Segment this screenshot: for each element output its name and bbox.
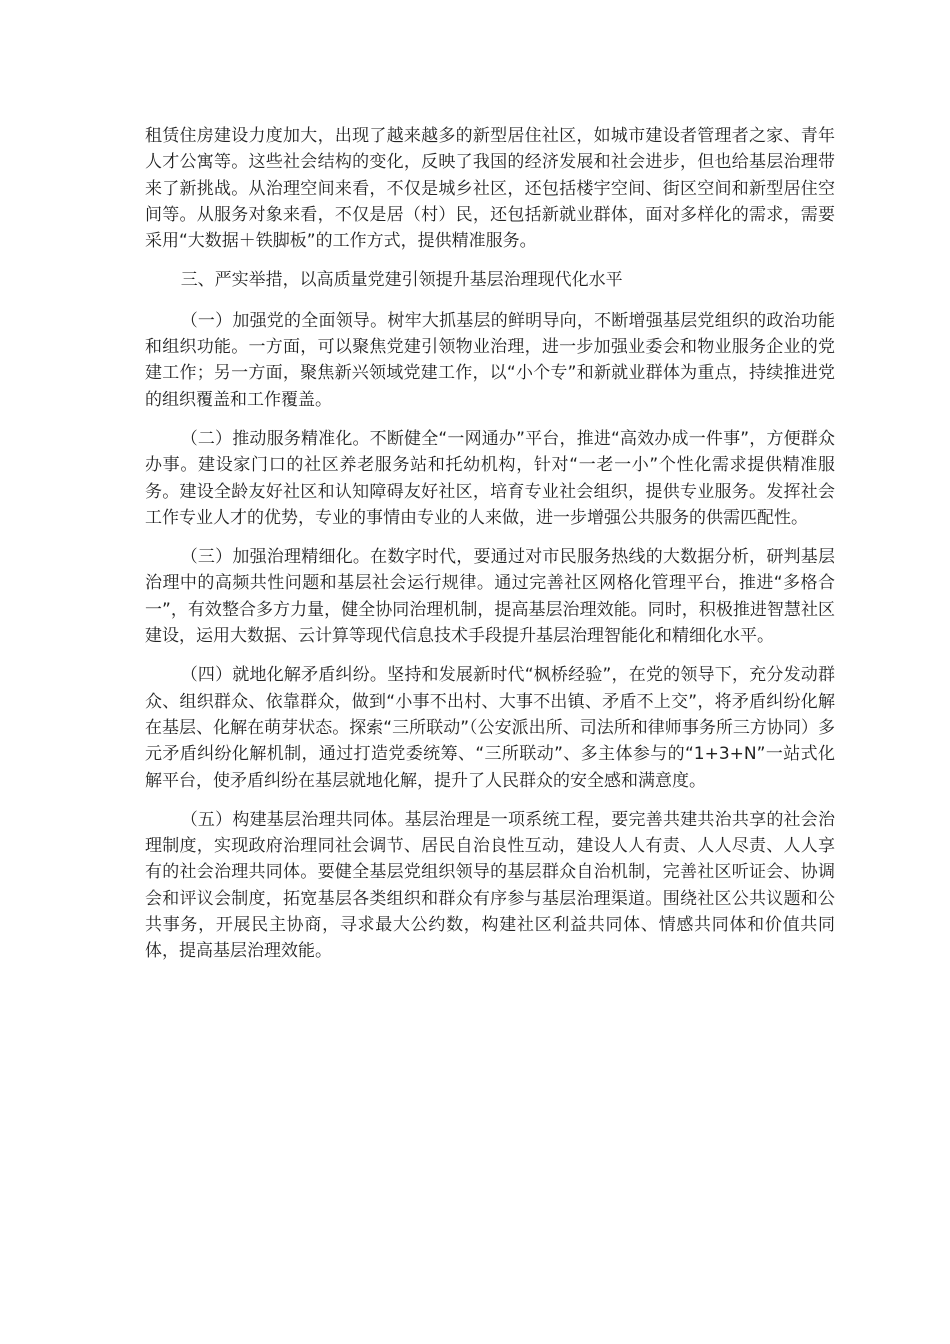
section-heading-three: 三、严实举措，以高质量党建引领提升基层治理现代化水平 [180, 270, 623, 291]
paragraph-governance-community: （五）构建基层治理共同体。基层治理是一项系统工程，要完善共建共治共享的社会治理制度，实现政府治理同社会调节、居民自治良性互动，建设人人有责、人人尽责、人人享有的社会治理共同体。要健全基层党组织领导的基层群众自治机制，完善社区听证会、协调会和评议会制度，拓宽基层各类组织和群众有序参与基层治理渠道。围绕社区公共议题和公共事务，开展民主协商，寻求最大公约数，构建社区利益共同体、情感共同体和价值共同体，提高基层治理效能。 [145, 809, 835, 962]
paragraph-continuation: 租赁住房建设力度加大，出现了越来越多的新型居住社区，如城市建设者管理者之家、青年人才公寓等。这些社会结构的变化，反映了我国的经济发展和社会进步，但也给基层治理带来了新挑战。从治理空间来看，不仅是城乡社区，还包括楼宇空间、街区空间和新型居住空间等。从服务对象来看，不仅是居（村）民，还包括新就业群体，面对多样化的需求，需要采用“大数据＋铁脚板”的工作方式，提供精准服务。 [145, 126, 835, 252]
document-page [145, 123, 835, 978]
paragraph-service-precision: （二）推动服务精准化。不断健全“一网通办”平台，推进“高效办成一件事”，方便群众办事。建设家门口的社区养老服务站和托幼机构，针对“一老一小”个性化需求提供精准服务。建设全龄友好社区和认知障碍友好社区，培育专业社会组织，提供专业服务。发挥社会工作专业人才的优势，专业的事情由专业的人来做，进一步增强公共服务的供需匹配性。 [145, 428, 835, 528]
paragraph-governance-refinement: （三）加强治理精细化。在数字时代，要通过对市民服务热线的大数据分析，研判基层治理中的高频共性问题和基层社会运行规律。通过完善社区网格化管理平台，推进“多格合一”，有效整合多方力量，健全协同治理机制，提高基层治理效能。同时，积极推进智慧社区建设，运用大数据、云计算等现代信息技术手段提升基层治理智能化和精细化水平。 [145, 547, 835, 647]
paragraph-dispute-resolution: （四）就地化解矛盾纠纷。坚持和发展新时代“枫桥经验”，在党的领导下，充分发动群众、组织群众、依靠群众，做到“小事不出村、大事不出镇、矛盾不上交”，将矛盾纠纷化解在基层、化解在萌芽状态。探索“三所联动”（公安派出所、司法所和律师事务所三方协同）多元矛盾纠纷化解机制，通过打造党委统筹、“三所联动”、多主体参与的“1+3+N”一站式化解平台，使矛盾纠纷在基层就地化解，提升了人民群众的安全感和满意度。 [145, 665, 835, 791]
paragraph-party-leadership: （一）加强党的全面领导。树牢大抓基层的鲜明导向，不断增强基层党组织的政治功能和组织功能。一方面，可以聚焦党建引领物业治理，进一步加强业委会和物业服务企业的党建工作；另一方面，聚焦新兴领域党建工作，以“小个专”和新就业群体为重点，持续推进党的组织覆盖和工作覆盖。 [145, 310, 835, 410]
